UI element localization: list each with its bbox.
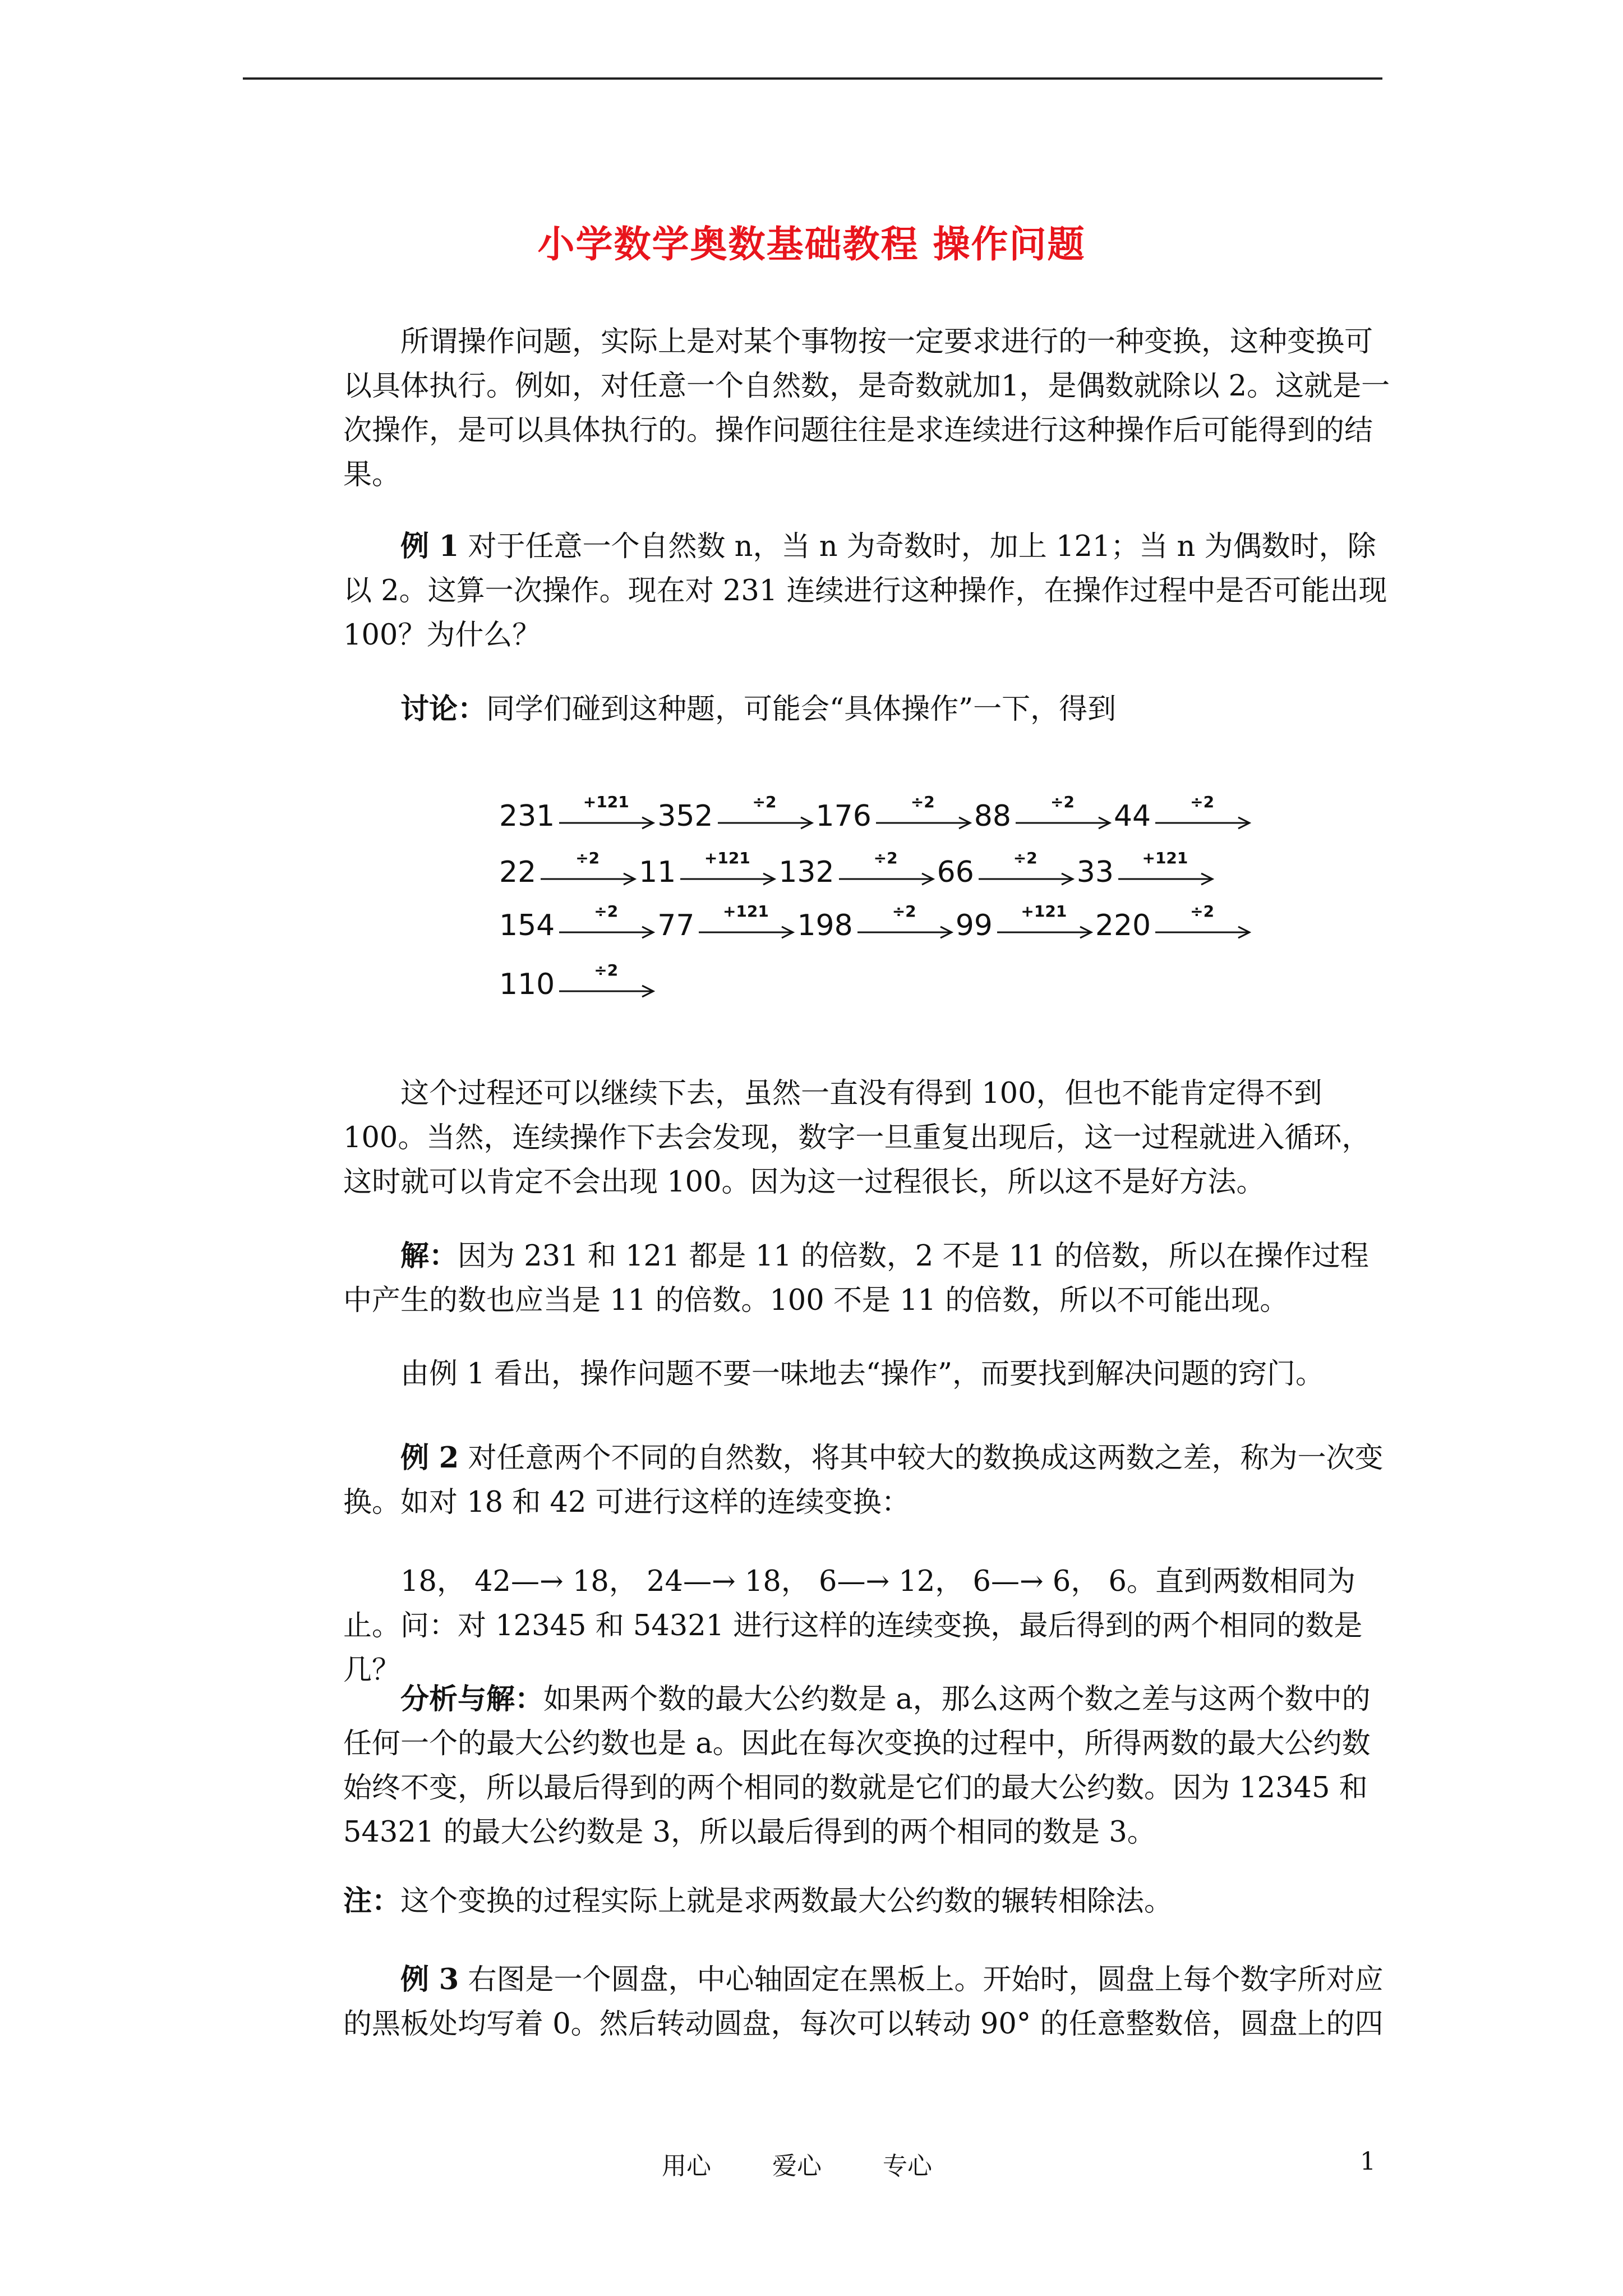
operation-label: +121 xyxy=(583,793,629,811)
operation-arrow xyxy=(837,850,935,889)
analysis-2-label: 分析与解： xyxy=(400,1682,544,1716)
example-2-paragraph xyxy=(343,1436,1392,1525)
operation-label: ÷2 xyxy=(873,849,898,867)
arrow-icon xyxy=(837,872,935,886)
operation-arrow xyxy=(874,794,972,833)
example-2-sequence: 18， 42—→ 18， 24—→ 18， 6—→ 12， 6—→ 6， 6。直到两数相同为止。问：对 12345 和 54321 进行这样的连续变换，最后得到的两个相同的数是几？ xyxy=(343,1565,1363,1687)
chain-number: 99 xyxy=(955,909,993,942)
operation-label: ÷2 xyxy=(752,793,777,811)
operation-label: ÷2 xyxy=(594,902,619,921)
continuation-paragraph: 这个过程还可以继续下去，虽然一直没有得到 100，但也不能肯定得不到 100。当然，连续操作下去会发现，数字一旦重复出现后，这一过程就进入循环，这时就可以肯定不会出现 100。因为这一过程很长，所以这不是好方法。 xyxy=(343,1077,1371,1199)
example-3-text: 右图是一个圆盘，中心轴固定在黑板上。开始时，圆盘上每个数字所对应的黑板处均写着 0。然后转动圆盘，每次可以转动 90° 的任意整数倍，圆盘上的四 xyxy=(343,1963,1384,2041)
operation-label: +121 xyxy=(1142,849,1188,867)
operation-arrow xyxy=(538,850,637,889)
chain-number: 33 xyxy=(1076,855,1114,889)
page-number: 1 xyxy=(1360,2147,1376,2176)
conclusion-1-paragraph: 由例 1 看出，操作问题不要一味地去“操作”，而要找到解决问题的窍门。 xyxy=(400,1358,1325,1391)
note-text: 这个变换的过程实际上就是求两数最大公约数的辗转相除法。 xyxy=(400,1885,1173,1918)
arrow-icon xyxy=(538,872,637,886)
chain-number: 66 xyxy=(937,855,974,889)
chain-row xyxy=(499,839,1216,889)
arrow-icon xyxy=(874,816,972,830)
operation-label: ÷2 xyxy=(575,849,600,867)
operation-arrow xyxy=(557,903,655,942)
operation-label: +121 xyxy=(1021,902,1067,921)
chain-number: 110 xyxy=(499,968,555,1001)
example-1-label: 例 1 xyxy=(400,530,459,563)
example-1-paragraph xyxy=(343,524,1392,657)
operation-arrow xyxy=(1153,903,1251,942)
chain-number: 220 xyxy=(1095,909,1151,942)
footer-motto-2: 爱心 xyxy=(772,2152,822,2180)
operation-label: +121 xyxy=(704,849,750,867)
operation-arrow xyxy=(678,850,776,889)
operation-label: +121 xyxy=(722,902,769,921)
example-1-text: 对于任意一个自然数 n，当 n 为奇数时，加上 121；当 n 为偶数时，除以 2。这算一次操作。现在对 231 连续进行这种操作，在操作过程中是否可能出现 100？为什么？ xyxy=(343,530,1387,652)
chain-row xyxy=(499,783,1253,833)
example-2-label: 例 2 xyxy=(400,1441,459,1475)
arrow-icon xyxy=(995,926,1093,939)
operation-label: ÷2 xyxy=(1190,793,1215,811)
example-2-text: 对任意两个不同的自然数，将其中较大的数换成这两数之差，称为一次变换。如对 18 和 42 可进行这样的连续变换： xyxy=(343,1442,1384,1519)
operation-arrow xyxy=(995,903,1093,942)
chain-row xyxy=(499,892,1253,942)
chain-number: 11 xyxy=(639,855,676,889)
operation-label: ÷2 xyxy=(1050,793,1075,811)
operation-arrow xyxy=(557,962,655,1001)
arrow-icon xyxy=(1013,816,1112,830)
discussion-paragraph xyxy=(343,687,1392,731)
arrow-icon xyxy=(557,816,655,830)
note-paragraph xyxy=(343,1879,1392,1924)
header-rule xyxy=(243,77,1382,80)
operation-label: ÷2 xyxy=(1190,902,1215,921)
page-footer xyxy=(662,2146,985,2182)
solution-1-text: 因为 231 和 121 都是 11 的倍数，2 不是 11 的倍数，所以在操作过程中产生的数也应当是 11 的倍数。100 不是 11 的倍数，所以不可能出现。 xyxy=(343,1240,1369,1317)
note-label: 注： xyxy=(343,1884,401,1918)
chain-row xyxy=(499,951,657,1001)
chain-number: 77 xyxy=(657,909,695,942)
operation-label: ÷2 xyxy=(910,793,935,811)
operation-label: ÷2 xyxy=(892,902,916,921)
page-title: 小学数学奥数基础教程 操作问题 xyxy=(537,222,1086,266)
operation-label: ÷2 xyxy=(1013,849,1038,867)
analysis-2-text: 如果两个数的最大公约数是 a，那么这两个数之差与这两个数中的任何一个的最大公约数也是 a。因此在每次变换的过程中，所得两数的最大公约数始终不变，所以最后得到的两个相同的数就是它们的最大公约数。因为 12345 和 54321 的最大公约数是 3，所以最后得到的两个相同的数是 3。 xyxy=(343,1683,1371,1849)
arrow-icon xyxy=(678,872,776,886)
arrow-icon xyxy=(855,926,953,939)
arrow-icon xyxy=(1116,872,1214,886)
arrow-icon xyxy=(1153,816,1251,830)
arrow-icon xyxy=(716,816,814,830)
chain-number: 231 xyxy=(499,799,555,833)
chain-number: 198 xyxy=(797,909,853,942)
discussion-label: 讨论： xyxy=(400,692,487,726)
example-3-label: 例 3 xyxy=(400,1963,459,1996)
operation-chain-diagram xyxy=(499,783,1284,1024)
example-3-paragraph xyxy=(343,1958,1392,2046)
chain-number: 132 xyxy=(778,855,834,889)
operation-arrow xyxy=(976,850,1075,889)
arrow-icon xyxy=(697,926,795,939)
arrow-icon xyxy=(557,926,655,939)
operation-arrow xyxy=(1116,850,1214,889)
solution-1-paragraph xyxy=(343,1234,1392,1323)
operation-arrow xyxy=(697,903,795,942)
arrow-icon xyxy=(557,984,655,998)
footer-motto-1: 用心 xyxy=(662,2152,711,2180)
operation-arrow xyxy=(716,794,814,833)
chain-number: 22 xyxy=(499,855,537,889)
operation-arrow xyxy=(855,903,953,942)
chain-number: 154 xyxy=(499,909,555,942)
solution-1-label: 解： xyxy=(400,1239,458,1273)
analysis-2-paragraph xyxy=(343,1677,1392,1855)
chain-number: 44 xyxy=(1113,799,1151,833)
chain-number: 352 xyxy=(657,799,713,833)
operation-arrow xyxy=(557,794,655,833)
operation-arrow xyxy=(1013,794,1112,833)
chain-number: 176 xyxy=(815,799,872,833)
discussion-text: 同学们碰到这种题，可能会“具体操作”一下，得到 xyxy=(486,693,1117,726)
operation-label: ÷2 xyxy=(594,961,619,979)
chain-number: 88 xyxy=(974,799,1011,833)
arrow-icon xyxy=(976,872,1075,886)
intro-paragraph: 所谓操作问题，实际上是对某个事物按一定要求进行的一种变换，这种变换可以具体执行。例如，对任意一个自然数，是奇数就加1，是偶数就除以 2。这就是一次操作，是可以具体执行的。操作问题往往是求连续进行这种操作后可能得到的结果。 xyxy=(343,325,1390,491)
arrow-icon xyxy=(1153,926,1251,939)
operation-arrow xyxy=(1153,794,1251,833)
footer-motto-3: 专心 xyxy=(883,2152,932,2180)
